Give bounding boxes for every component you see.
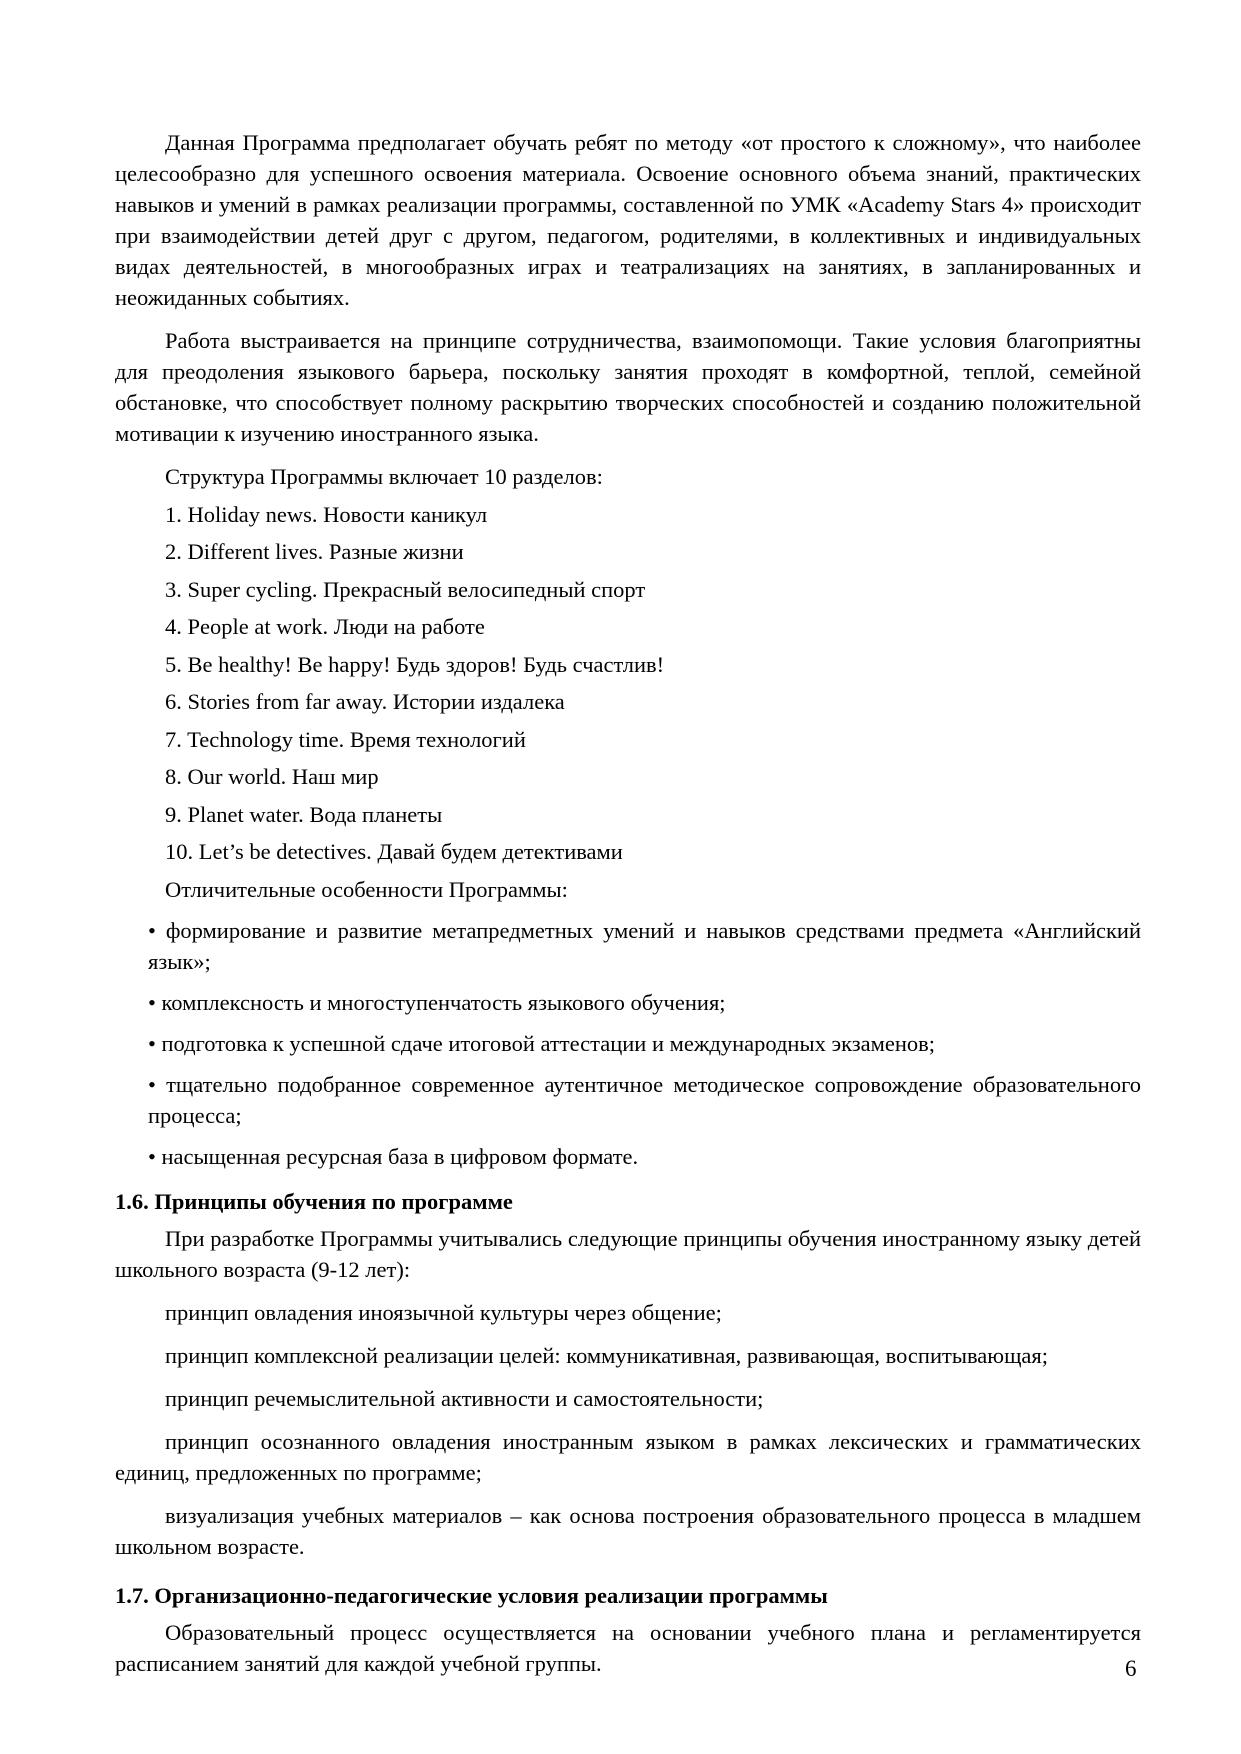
- principle-item: визуализация учебных материалов – как основа построения образовательного процесса в младшем школьном возрасте.: [115, 1502, 1141, 1559]
- section-item: 7. Technology time. Время технологий: [165, 726, 526, 752]
- paragraph-method: Данная Программа предполагает обучать ребят по методу «от простого к сложному», что наиболее целесообразно для успешного освоения материала. Освоение основного объема знаний, практических навыков и умений в рамках реализации программы, составленной по УМК «Academy Stars 4» происходит при взаимодействии детей друг с другом, педагогом, родителями, в коллективных и индивидуальных видах деятельностей, в многообразных играх и театрализациях на занятиях, в запланированных и неожиданных событиях.: [115, 130, 1141, 310]
- principle-item: принцип комплексной реализации целей: коммуникативная, развивающая, воспитывающая;: [165, 1342, 1048, 1368]
- section-item: 1. Holiday news. Новости каникул: [165, 501, 488, 527]
- feature-item: • формирование и развитие метапредметных умений и навыков средствами предмета «Английский язык»;: [148, 917, 1141, 974]
- paragraph-cooperation: Работа выстраивается на принципе сотрудничества, взаимопомощи. Такие условия благоприятны для преодоления языкового барьера, поскольку занятия проходят в комфортной, теплой, семейной обстановке, что способствует полному раскрытию творческих способностей и созданию положительной мотивации к изучению иностранного языка.: [115, 328, 1141, 446]
- section-1-6-heading: 1.6. Принципы обучения по программе: [115, 1188, 513, 1214]
- principles-intro: При разработке Программы учитывались следующие принципы обучения иностранному языку детей школьного возраста (9-12 лет):: [115, 1225, 1141, 1282]
- page-content: [115, 127, 1141, 1679]
- feature-item: • насыщенная ресурсная база в цифровом формате.: [148, 1143, 639, 1169]
- principle-item: принцип речемыслительной активности и самостоятельности;: [165, 1385, 764, 1411]
- principle-item: принцип овладения иноязычной культуры через общение;: [165, 1299, 722, 1325]
- section-item: 6. Stories from far away. Истории издалека: [165, 689, 565, 714]
- principle-item: принцип осознанного овладения иностранным языком в рамках лексических и грамматических единиц, предложенных по программе;: [115, 1428, 1141, 1485]
- section-item: 10. Let’s be detectives. Давай будем детективами: [165, 839, 623, 864]
- feature-item: • тщательно подобранное современное аутентичное методическое сопровождение образовательного процесса;: [148, 1071, 1141, 1128]
- structure-intro: Структура Программы включает 10 разделов:: [165, 464, 603, 489]
- section-item: 8. Our world. Наш мир: [165, 764, 379, 789]
- section-item: 4. People at work. Люди на работе: [165, 614, 485, 639]
- section-item: 5. Be healthy! Be happy! Будь здоров! Будь счастлив!: [165, 651, 665, 677]
- features-intro: Отличительные особенности Программы:: [165, 876, 568, 902]
- section-item: 2. Different lives. Разные жизни: [165, 539, 464, 564]
- section-1-7-heading: 1.7. Организационно-педагогические условия реализации программы: [115, 1582, 828, 1608]
- section-item: 9. Planet water. Вода планеты: [165, 801, 443, 827]
- feature-item: • подготовка к успешной сдаче итоговой аттестации и международных экзаменов;: [148, 1030, 936, 1056]
- section-item: 3. Super cycling. Прекрасный велосипедный спорт: [165, 576, 646, 602]
- page-number: 6: [1125, 1656, 1137, 1681]
- feature-item: • комплексность и многоступенчатость языкового обучения;: [148, 989, 726, 1015]
- section-1-7-text: Образовательный процесс осуществляется на основании учебного плана и регламентируется расписанием занятий для каждой учебной группы.: [115, 1619, 1141, 1676]
